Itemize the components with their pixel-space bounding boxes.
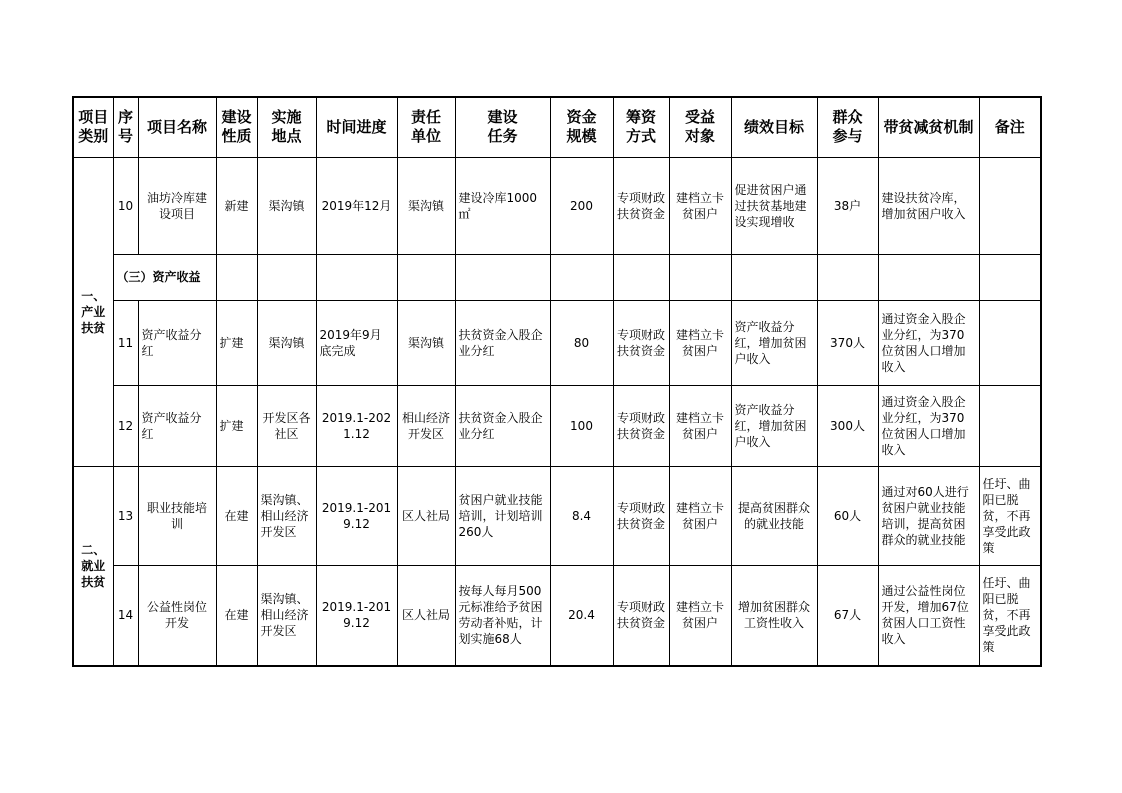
cell-funding: 专项财政扶贫资金 (613, 385, 669, 466)
table-row (73, 385, 1041, 466)
cell-beneficiary: 建档立卡贫困户 (669, 157, 731, 254)
cell-task: 扶贫资金入股企业分红 (455, 385, 550, 466)
cell-participation: 60人 (817, 466, 878, 565)
cell-unit: 渠沟镇 (397, 157, 455, 254)
header-seq: 序 号 (113, 97, 138, 157)
category-employment: 二、 就业 扶贫 (73, 466, 113, 666)
cell-remark (979, 157, 1041, 254)
cell-name: 油坊冷库建设项目 (138, 157, 216, 254)
cell-task: 贫困户就业技能培训，计划培训260人 (455, 466, 550, 565)
cell-scale: 200 (550, 157, 613, 254)
cell-seq: 13 (113, 466, 138, 565)
cell-goal: 促进贫困户通过扶贫基地建设实现增收 (731, 157, 817, 254)
cell-location: 渠沟镇、相山经济开发区 (257, 565, 316, 666)
header-category: 项目 类别 (73, 97, 113, 157)
cell-name: 资产收益分红 (138, 385, 216, 466)
cell-name: 资产收益分红 (138, 300, 216, 385)
table-row (73, 157, 1041, 254)
cell-scale: 8.4 (550, 466, 613, 565)
cell-nature: 在建 (216, 565, 257, 666)
cell-location: 渠沟镇 (257, 300, 316, 385)
cell-unit: 渠沟镇 (397, 300, 455, 385)
cell-goal: 资产收益分红，增加贫困户收入 (731, 385, 817, 466)
cell-seq: 12 (113, 385, 138, 466)
cell-mechanism: 通过对60人进行贫困户就业技能培训，提高贫困群众的就业技能 (878, 466, 979, 565)
cell-mechanism: 建设扶贫冷库，增加贫困户收入 (878, 157, 979, 254)
header-scale: 资金 规模 (550, 97, 613, 157)
header-unit: 责任 单位 (397, 97, 455, 157)
cell-scale: 20.4 (550, 565, 613, 666)
header-participation: 群众 参与 (817, 97, 878, 157)
empty-cell (397, 254, 455, 300)
table-row (73, 565, 1041, 666)
cell-schedule: 2019.1-2019.12 (316, 466, 397, 565)
header-nature: 建设 性质 (216, 97, 257, 157)
cell-beneficiary: 建档立卡贫困户 (669, 565, 731, 666)
cell-task: 按每人每月500元标准给予贫困劳动者补贴，计划实施68人 (455, 565, 550, 666)
subsection-row (73, 254, 1041, 300)
table-row (73, 300, 1041, 385)
cell-beneficiary: 建档立卡贫困户 (669, 385, 731, 466)
cell-schedule: 2019年12月 (316, 157, 397, 254)
cell-remark (979, 300, 1041, 385)
cell-funding: 专项财政扶贫资金 (613, 300, 669, 385)
empty-cell (316, 254, 397, 300)
empty-cell (669, 254, 731, 300)
cell-nature: 扩建 (216, 300, 257, 385)
cell-schedule: 2019年9月底完成 (316, 300, 397, 385)
cell-goal: 增加贫困群众工资性收入 (731, 565, 817, 666)
cell-goal: 提高贫困群众的就业技能 (731, 466, 817, 565)
cell-beneficiary: 建档立卡贫困户 (669, 466, 731, 565)
cell-unit: 相山经济开发区 (397, 385, 455, 466)
header-funding: 筹资 方式 (613, 97, 669, 157)
cell-location: 渠沟镇 (257, 157, 316, 254)
cell-goal: 资产收益分红，增加贫困户收入 (731, 300, 817, 385)
empty-cell (257, 254, 316, 300)
cell-mechanism: 通过公益性岗位开发，增加67位贫困人口工资性收入 (878, 565, 979, 666)
cell-funding: 专项财政扶贫资金 (613, 157, 669, 254)
cell-location: 开发区各社区 (257, 385, 316, 466)
cell-participation: 67人 (817, 565, 878, 666)
subsection-title: （三）资产收益 (113, 254, 216, 300)
cell-participation: 300人 (817, 385, 878, 466)
cell-nature: 新建 (216, 157, 257, 254)
cell-schedule: 2019.1-2021.12 (316, 385, 397, 466)
category-industry: 一、 产业 扶贫 (73, 157, 113, 466)
cell-beneficiary: 建档立卡贫困户 (669, 300, 731, 385)
header-beneficiary: 受益 对象 (669, 97, 731, 157)
table-row (73, 466, 1041, 565)
empty-cell (979, 254, 1041, 300)
cell-funding: 专项财政扶贫资金 (613, 466, 669, 565)
empty-cell (550, 254, 613, 300)
cell-participation: 370人 (817, 300, 878, 385)
header-goal: 绩效目标 (731, 97, 817, 157)
header-schedule: 时间进度 (316, 97, 397, 157)
cell-seq: 14 (113, 565, 138, 666)
cell-nature: 扩建 (216, 385, 257, 466)
header-task: 建设 任务 (455, 97, 550, 157)
header-location: 实施 地点 (257, 97, 316, 157)
header-mechanism: 带贫减贫机制 (878, 97, 979, 157)
cell-name: 公益性岗位开发 (138, 565, 216, 666)
cell-schedule: 2019.1-2019.12 (316, 565, 397, 666)
cell-remark (979, 385, 1041, 466)
empty-cell (817, 254, 878, 300)
cell-participation: 38户 (817, 157, 878, 254)
cell-task: 扶贫资金入股企业分红 (455, 300, 550, 385)
project-table (72, 96, 1042, 667)
cell-task: 建设冷库1000㎡ (455, 157, 550, 254)
cell-remark: 任圩、曲阳已脱贫，不再享受此政策 (979, 466, 1041, 565)
cell-unit: 区人社局 (397, 565, 455, 666)
cell-unit: 区人社局 (397, 466, 455, 565)
cell-mechanism: 通过资金入股企业分红，为370位贫困人口增加收入 (878, 385, 979, 466)
cell-nature: 在建 (216, 466, 257, 565)
cell-scale: 100 (550, 385, 613, 466)
cell-seq: 11 (113, 300, 138, 385)
header-name: 项目名称 (138, 97, 216, 157)
cell-location: 渠沟镇、相山经济开发区 (257, 466, 316, 565)
empty-cell (216, 254, 257, 300)
empty-cell (731, 254, 817, 300)
cell-funding: 专项财政扶贫资金 (613, 565, 669, 666)
cell-mechanism: 通过资金入股企业分红，为370位贫困人口增加收入 (878, 300, 979, 385)
empty-cell (455, 254, 550, 300)
empty-cell (878, 254, 979, 300)
header-row (73, 97, 1041, 157)
cell-remark: 任圩、曲阳已脱贫，不再享受此政策 (979, 565, 1041, 666)
empty-cell (613, 254, 669, 300)
cell-name: 职业技能培训 (138, 466, 216, 565)
cell-scale: 80 (550, 300, 613, 385)
cell-seq: 10 (113, 157, 138, 254)
header-remark: 备注 (979, 97, 1041, 157)
